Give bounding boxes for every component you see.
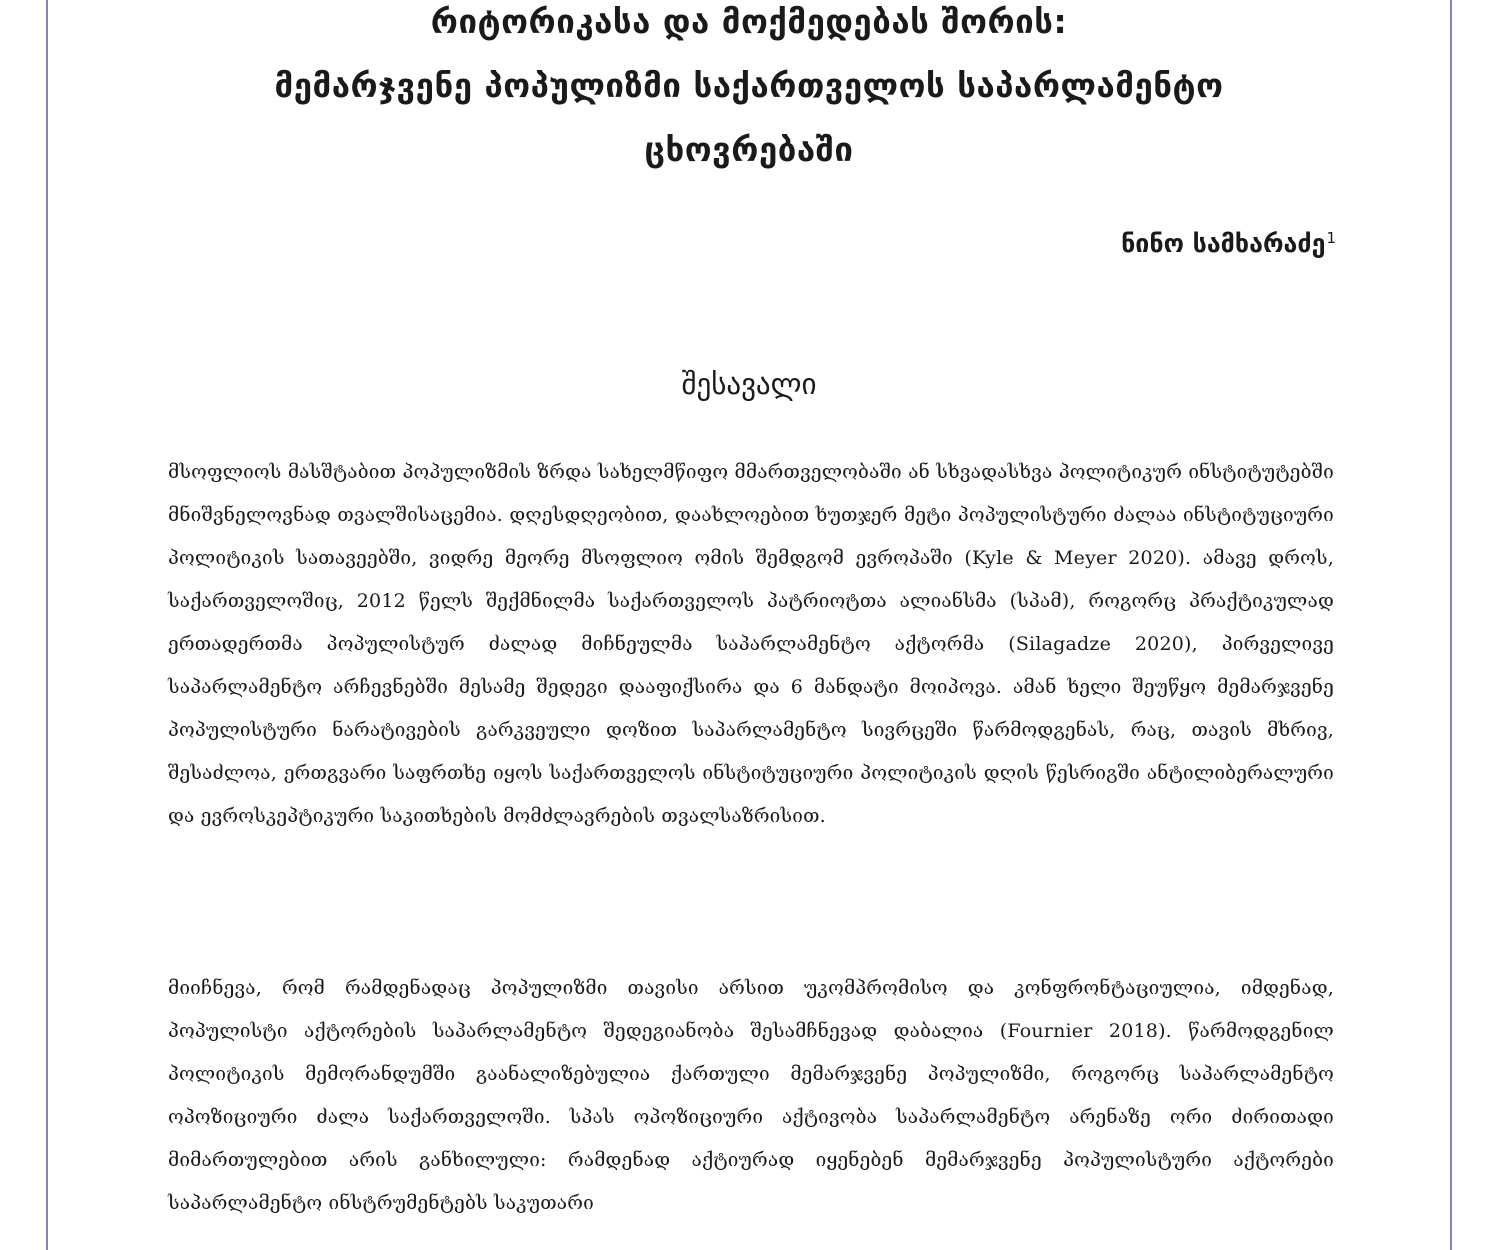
section-heading: შესავალი <box>681 367 817 401</box>
title-line-2: მემარჯვენე პოპულიზმი საქართველოს საპარლამენტო <box>274 66 1224 105</box>
title-line-1: რიტორიკასა და მოქმედებას შორის: <box>430 2 1068 41</box>
author-name <box>1121 222 1336 266</box>
title-line-3: ცხოვრებაში <box>644 130 854 169</box>
paragraph-2: მიიჩნევა, რომ რამდენადაც პოპულიზმი თავისი არსით უკომპრომისო და კონფრონტაციულია, იმდენად, პოპულისტი აქტორების საპარლამენტო შედეგიანობა შესამჩნევად დაბალია (Fournier 2018). წარმოდგენილ პოლიტიკის მემორანდუმში გაანალიზებულია ქართული მემარჯვენე პოპულიზმი, როგორც საპარლამენტო ოპოზიციური ძალა საქართველოში. სპას ოპოზიციური აქტივობა საპარლამენტო არენაზე ორი ძირითადი მიმართულებით არის განხილული: რამდენად აქტიურად იყენებენ მემარჯვენე პოპულისტური აქტორები საპარლამენტო ინსტრუმენტებს საკუთარი <box>168 977 1334 1214</box>
footnote-marker[interactable]: 1 <box>1326 228 1336 247</box>
page-border-right <box>1450 0 1452 1250</box>
paragraph-1: მსოფლიოს მასშტაბით პოპულიზმის ზრდა სახელმწიფო მმართველობაში ან სხვადასხვა პოლიტიკურ ინსტიტუტებში მნიშვნელოვნად თვალშისაცემია. დღესდღეობით, დაახლოებით ხუთჯერ მეტი პოპულისტური ძალაა ინსტიტუციური პოლიტიკის სათავეებში, ვიდრე მეორე მსოფლიო ომის შემდგომ ევროპაში (Kyle & Meyer 2020). ამავე დროს, საქართველოშიც, 2012 წელს შექმნილმა საქართველოს პატრიოტთა ალიანსმა (სპამ), როგორც პრაქტიკულად ერთადერთმა პოპულისტურ ძალად მიჩნეულმა საპარლამენტო აქტორმა (Silagadze 2020), პირველივე საპარლამენტო არჩევნებში მესამე შედეგი დააფიქსირა და 6 მანდატი მოიპოვა. ამან ხელი შეუწყო მემარჯვენე პოპულისტური ნარატივების გარკვეული დოზით საპარლამენტო სივრცეში წარმოდგენას, რაც, თავის მხრივ, შესაძლოა, ერთგვარი საფრთხე იყოს საქართველოს ინსტიტუციური პოლიტიკის დღის წესრიგში ანტილიბერალური და ევროსკეპტიკური საკითხების მომძლავრების თვალსაზრისით. <box>168 461 1334 827</box>
author-text: ნინო სამხარაძე <box>1121 229 1326 258</box>
document-page <box>48 0 1450 1250</box>
